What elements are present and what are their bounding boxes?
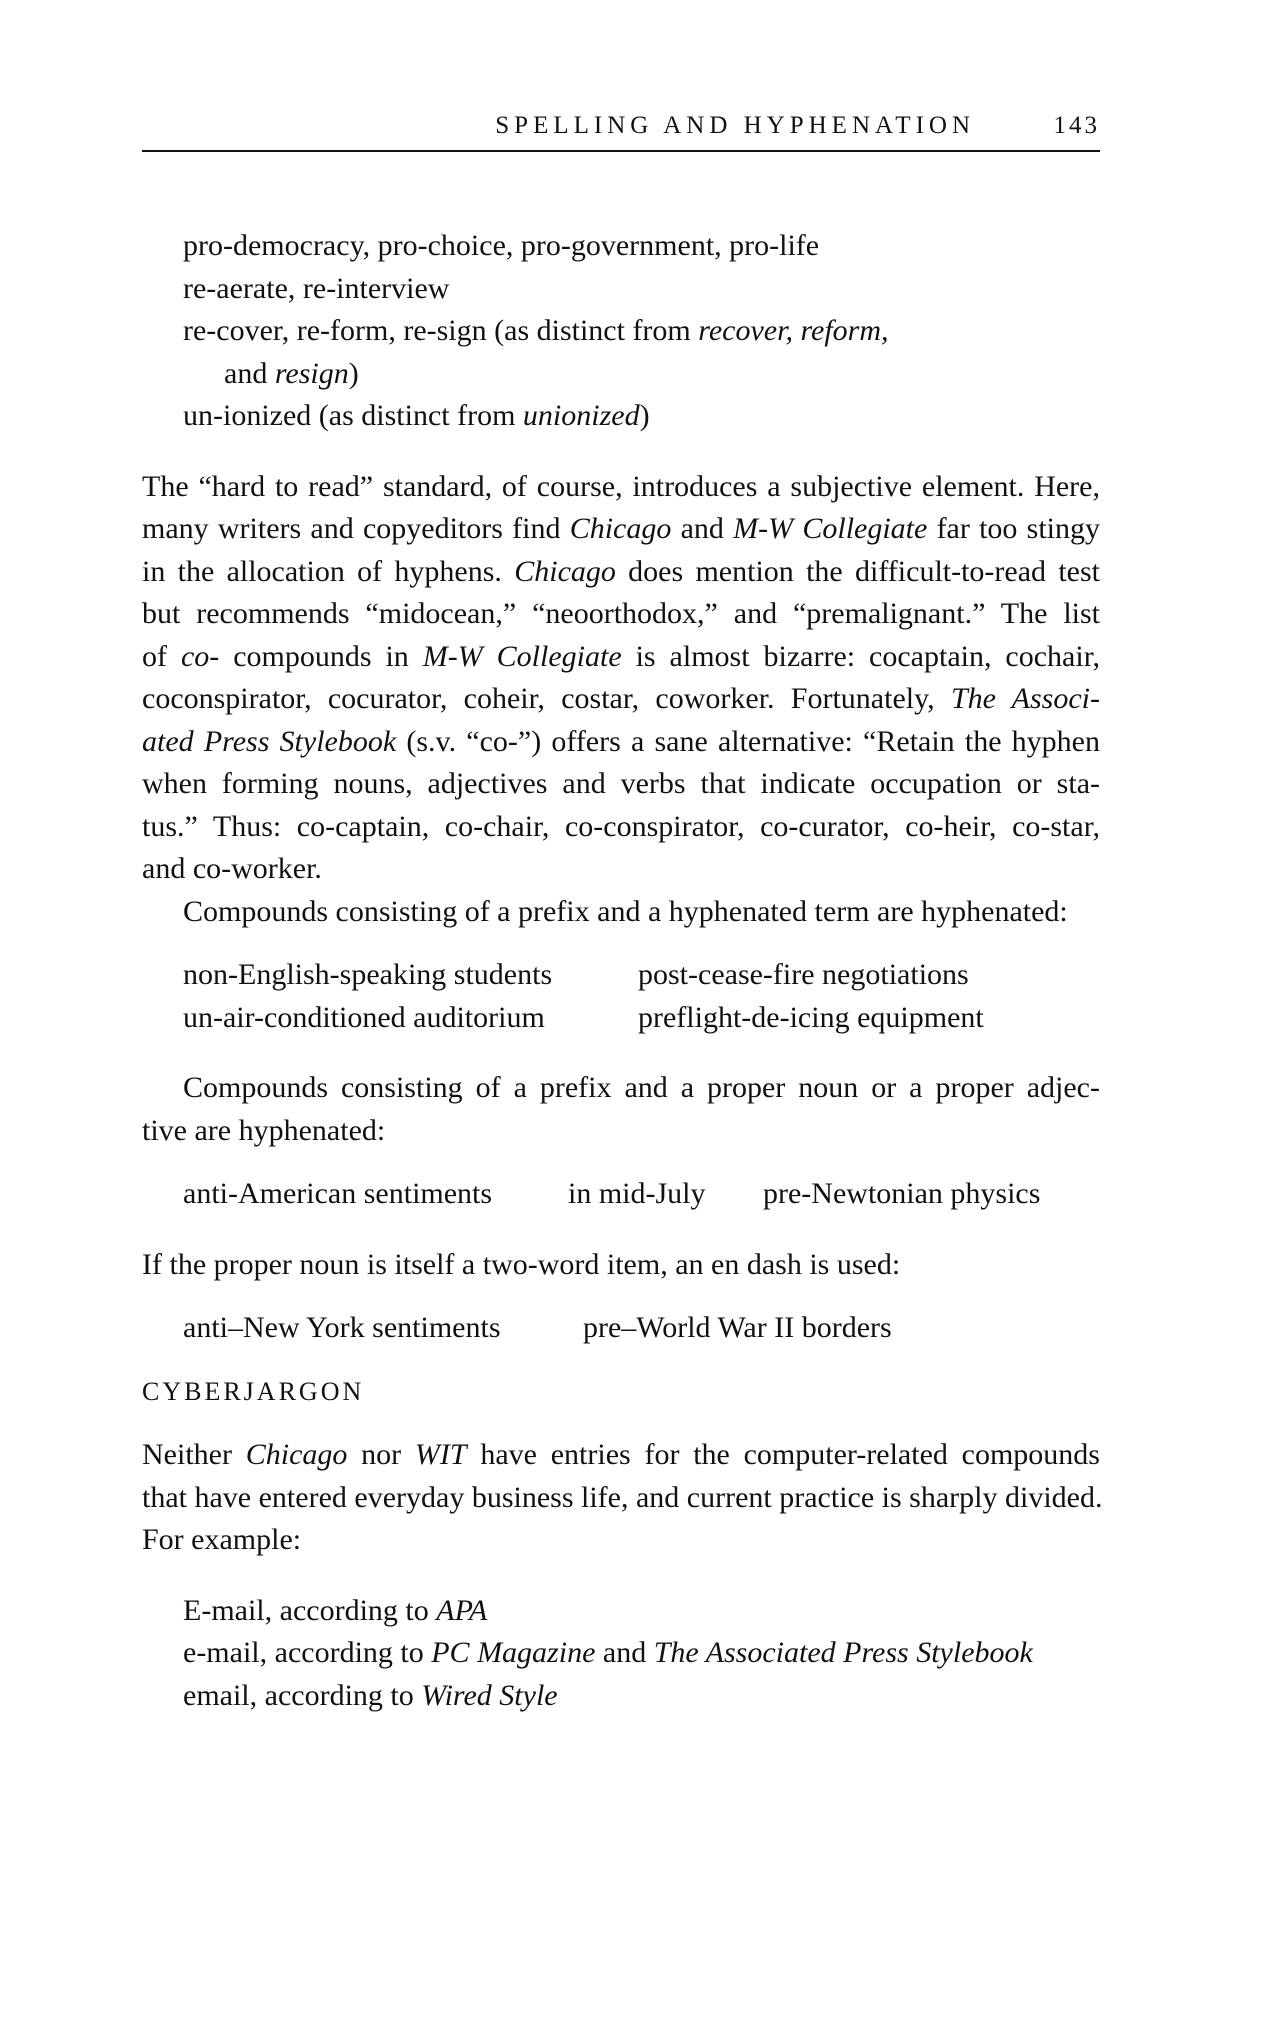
list-item: un-ionized (as distinct from unionized) [183,399,650,432]
text-line: when forming nouns, adjectives and verbs that indicate occupation or sta- [142,767,1100,800]
paragraph-proper-noun [142,1067,1100,1152]
list-item: e-mail, according to PC Magazine and The Associated Press Stylebook [183,1636,1033,1669]
list-item: re-aerate, re-interview [183,271,450,305]
paragraph-cyberjargon [142,1434,1103,1562]
example-item: pre-Newtonian physics [763,1177,1041,1210]
example-item: non-English-speaking students [183,958,553,991]
en-dash-examples [142,1307,1100,1350]
example-item: pre–World War II borders [583,1311,892,1344]
paragraph-prefix-hyphenated-term [142,891,1100,934]
example-item: anti–New York sentiments [183,1311,501,1344]
proper-noun-examples [142,1173,1100,1216]
example-item: anti-American sentiments [183,1177,493,1210]
text-line: in the allocation of hyphens. Chicago does mention the difficult-to-read test [142,554,1100,588]
example-item: post-cease-fire negotiations [638,958,969,991]
hyphenated-term-examples [142,954,1100,1039]
text-line: but recommends “midocean,” “neoorthodox,” and “premalignant.” The list [142,597,1100,630]
section-heading: CYBERJARGON [142,1376,365,1406]
example-item: in mid-July [568,1177,706,1210]
text-line: and co-worker. [142,852,322,885]
list-item: email, according to Wired Style [183,1678,558,1712]
text-line: coconspirator, cocurator, coheir, costar, coworker. Fortunately, The Associ- [142,682,1100,715]
paragraph-en-dash [142,1244,1100,1287]
text-line: of co- compounds in M-W Collegiate is almost bizarre: cocaptain, cochair, [142,639,1100,673]
page-number: 143 [1053,112,1100,139]
running-head [142,110,1100,152]
page-body [142,225,1103,1717]
text-line: Compounds consisting of a prefix and a proper noun or a proper adjec- [183,1071,1100,1104]
text-line: tus.” Thus: co-captain, co-chair, co-conspirator, co-curator, co-heir, co-star, [142,809,1100,843]
prefix-example-list [142,225,1100,438]
text-line: Neither Chicago nor WIT have entries for the computer-related compounds [142,1438,1100,1471]
paragraph-hard-to-read [142,466,1100,891]
example-row [142,954,1100,997]
text-line: ated Press Stylebook (s.v. “co-”) offers a sane alternative: “Retain the hyphen [142,724,1101,758]
example-item: un-air-conditioned auditorium [183,1000,545,1034]
example-row [142,997,1100,1040]
example-item: preflight-de-icing equipment [638,1000,984,1034]
list-item: re-cover, re-form, re-sign (as distinct from recover, reform, [183,314,889,347]
text-line: For example: [142,1523,302,1556]
text-line: If the proper noun is itself a two-word item, an en dash is used: [142,1247,901,1281]
email-spelling-list [142,1590,1100,1718]
text-line: tive are hyphenated: [142,1113,386,1147]
text-line: Compounds consisting of a prefix and a hyphenated term are hyphenated: [183,894,1068,928]
list-item: pro-democracy, pro-choice, pro-government, pro-life [183,229,820,262]
list-item-continuation: and resign) [224,356,359,390]
running-title: SPELLING AND HYPHENATION [495,112,975,139]
text-line: The “hard to read” standard, of course, introduces a subjective element. Here, [142,469,1100,503]
list-item: E-mail, according to APA [183,1593,488,1627]
text-line: many writers and copyeditors find Chicago and M-W Collegiate far too stingy [142,512,1101,545]
text-line: that have entered everyday business life, and current practice is sharply divided. [142,1480,1103,1514]
